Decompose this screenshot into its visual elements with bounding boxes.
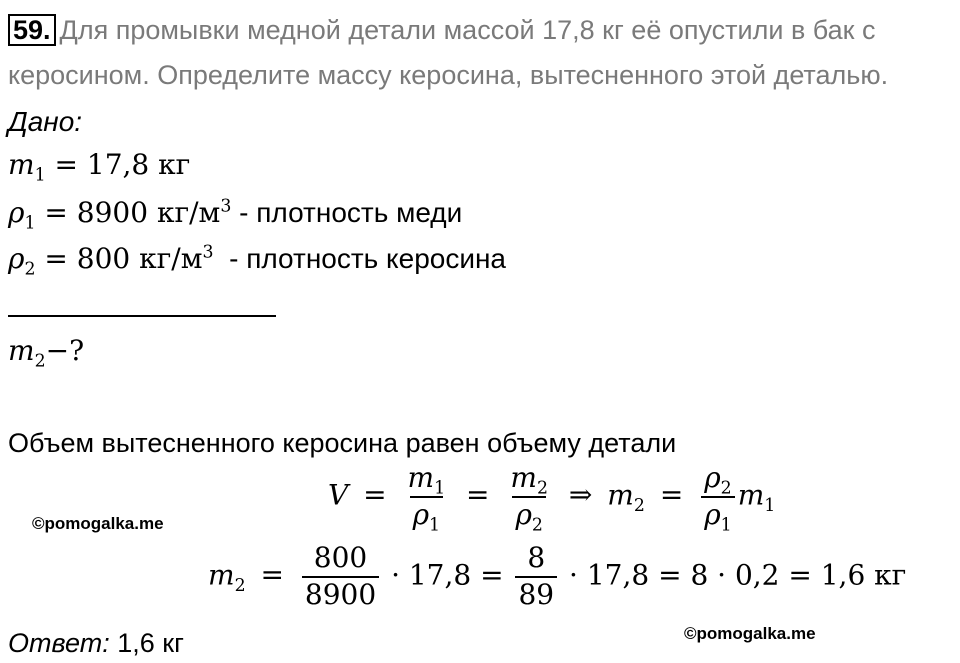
problem-text-2: керосином. Определите массу керосина, вытесненного этой деталью.: [8, 60, 889, 90]
given-m1: $m_1 = 17,8$ кг: [8, 148, 191, 186]
problem-text-1: Для промывки медной детали массой 17,8 кг её опустили в бак с: [59, 15, 876, 45]
answer-value: 1,6 кг: [117, 628, 184, 658]
answer-label: Ответ:: [8, 628, 110, 658]
problem-line-1: [8, 14, 875, 46]
problem-number: 59.: [8, 14, 56, 46]
given-divider: [8, 315, 276, 317]
find-m2: $m_2-$?: [8, 334, 85, 372]
given-rho1: $\rho_1 = 8900$ $кг/м^3$ - плотность меди: [8, 196, 463, 234]
formula-volume: V = $\frac{m_1}{\rho_1}$ = $\frac{m_2}{\rho_2}$ ⇒ $m_2$ = $\frac{\rho_2}{\rho_1}$ $m_1$: [328, 461, 776, 536]
formula-result: $m_2$ = $\frac{800}{8900}$ · 17,8 = $\frac{8}{89}$ · 17,8 = 8 · 0,2 = 1,6 кг: [208, 541, 907, 611]
watermark-left: ©pomogalka.me: [32, 514, 164, 533]
given-rho2: $\rho_2 = 800$ $кг/м^3$ - плотность керосина: [8, 242, 507, 280]
given-label: Дано:: [8, 106, 83, 137]
watermark-right: ©pomogalka.me: [684, 624, 816, 643]
answer: [8, 628, 184, 659]
solution-text: Объем вытесненного керосина равен объему детали: [8, 428, 677, 458]
